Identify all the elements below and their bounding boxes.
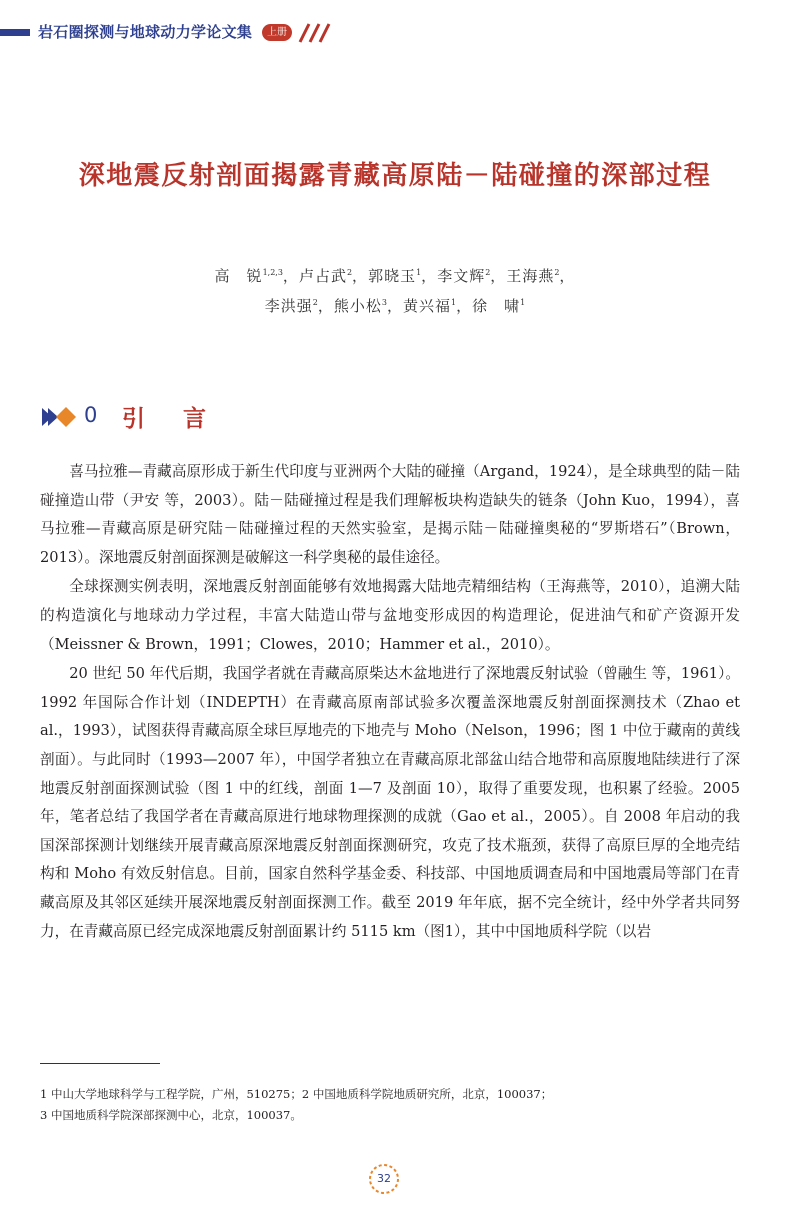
author-line-2 [0, 295, 790, 316]
paragraph: 喜马拉雅—青藏高原形成于新生代印度与亚洲两个大陆的碰撞（Argand，1924），是全球典型的陆－陆碰撞造山带（尹安 等，2003）。陆－陆碰撞过程是我们理解板块构造缺失的链条（John Kuo，1994），喜马拉雅—青藏高原是研究陆－陆碰撞过程的天然实验室，是揭示陆－陆碰撞奥秘的“罗斯塔石”（Brown，2013）。深地震反射剖面探测是破解这一科学奥秘的最佳途径。 [40, 463, 740, 566]
author-name: 王海燕 [506, 267, 555, 285]
author-name: 李洪强 [264, 297, 313, 315]
section-title: 引言 [122, 405, 244, 432]
author-name: 卢占武 [298, 267, 347, 285]
affiliation-sup: 1,2,3 [262, 268, 283, 277]
author-separator: ， [282, 267, 299, 285]
footnotes [40, 1084, 740, 1126]
author-name: 李文辉 [437, 267, 486, 285]
author-separator: ， [456, 297, 473, 315]
author-separator: ， [386, 297, 403, 315]
affiliation-sup: 1 [416, 268, 422, 277]
article-title: 深地震反射剖面揭露青藏高原陆－陆碰撞的深部过程 [78, 161, 712, 191]
running-header [0, 20, 790, 50]
footnote-affiliation: 1 中山大学地球科学与工程学院，广州，510275；2 中国地质科学院地质研究所，北京，100037； [40, 1087, 553, 1101]
affiliation-sup: 2 [346, 268, 353, 277]
page-number-badge [367, 1162, 401, 1196]
author-separator: ， [559, 267, 576, 285]
affiliation-sup: 1 [451, 298, 457, 307]
section-heading [42, 400, 342, 434]
author-separator: ， [352, 267, 369, 285]
affiliation-sup: 2 [554, 268, 560, 277]
paragraph: 20 世纪 50 年代后期，我国学者就在青藏高原柴达木盆地进行了深地震反射试验（曾融生 等，1961）。1992 年国际合作计划（INDEPTH）在青藏高原南部试验多次覆盖深地震反射剖面探测技术（Zhao et al.，1993），试图获得青藏高原全球巨厚地壳的下地壳与 Moho（Nelson，1996；图 1 中位于藏南的黄线剖面）。与此同时（1993—2007 年），中国学者独立在青藏高原北部盆山结合地带和高原腹地陆续进行了深地震反射剖面探测试验（图 1 中的红线，剖面 1—7 及剖面 10），取得了重要发现，也积累了经验。2005 年，笔者总结了我国学者在青藏高原进行地球物理探测的成就（Gao et al.，2005）。自 2008 年启动的我国深部探测计划继续开展青藏高原深地震反射剖面探测研究，攻克了技术瓶颈，获得了高原巨厚的全地壳结构和 Moho 有效反射信息。目前，国家自然科学基金委、科技部、中国地质调查局和中国地震局等部门在青藏高原及其邻区延续开展深地震反射剖面探测工作。截至 2019 年年底，据不完全统计，经中外学者共同努力，在青藏高原已经完成深地震反射剖面累计约 5115 km（图1），其中中国地质科学院（以岩 [40, 665, 740, 940]
series-title: 岩石圈探测与地球动力学论文集 [38, 23, 253, 41]
author-name: 黄兴福 [403, 297, 452, 315]
affiliation-sup: 1 [520, 298, 526, 307]
section-number: 0 [84, 403, 98, 427]
author-line-1 [0, 265, 790, 286]
affiliation-sup: 3 [381, 298, 387, 307]
section-marker-icon [42, 406, 78, 428]
author-separator: ， [421, 267, 438, 285]
affiliation-sup: 2 [312, 298, 318, 307]
author-name: 徐 啸 [472, 297, 521, 315]
page-number: 32 [377, 1172, 391, 1185]
affiliation-sup: 2 [485, 268, 491, 277]
volume-badge: 上册 [262, 24, 292, 41]
author-name: 郭晓玉 [368, 267, 417, 285]
author-separator: ， [490, 267, 507, 285]
slash-decoration-icon [298, 22, 336, 44]
author-separator: ， [317, 297, 334, 315]
header-accent-bar [0, 29, 30, 36]
author-name: 高 锐 [214, 267, 263, 285]
body-text [40, 458, 740, 947]
footnote-affiliation: 3 中国地质科学院深部探测中心，北京，100037。 [40, 1108, 302, 1122]
paragraph: 全球探测实例表明，深地震反射剖面能够有效地揭露大陆地壳精细结构（王海燕等，2010），追溯大陆的构造演化与地球动力学过程，丰富大陆造山带与盆地变形成因的构造理论，促进油气和矿产资源开发（Meissner & Brown，1991；Clowes，2010；Hammer et al.，2010）。 [40, 578, 740, 653]
footnote-rule [40, 1063, 160, 1064]
author-name: 熊小松 [333, 297, 382, 315]
